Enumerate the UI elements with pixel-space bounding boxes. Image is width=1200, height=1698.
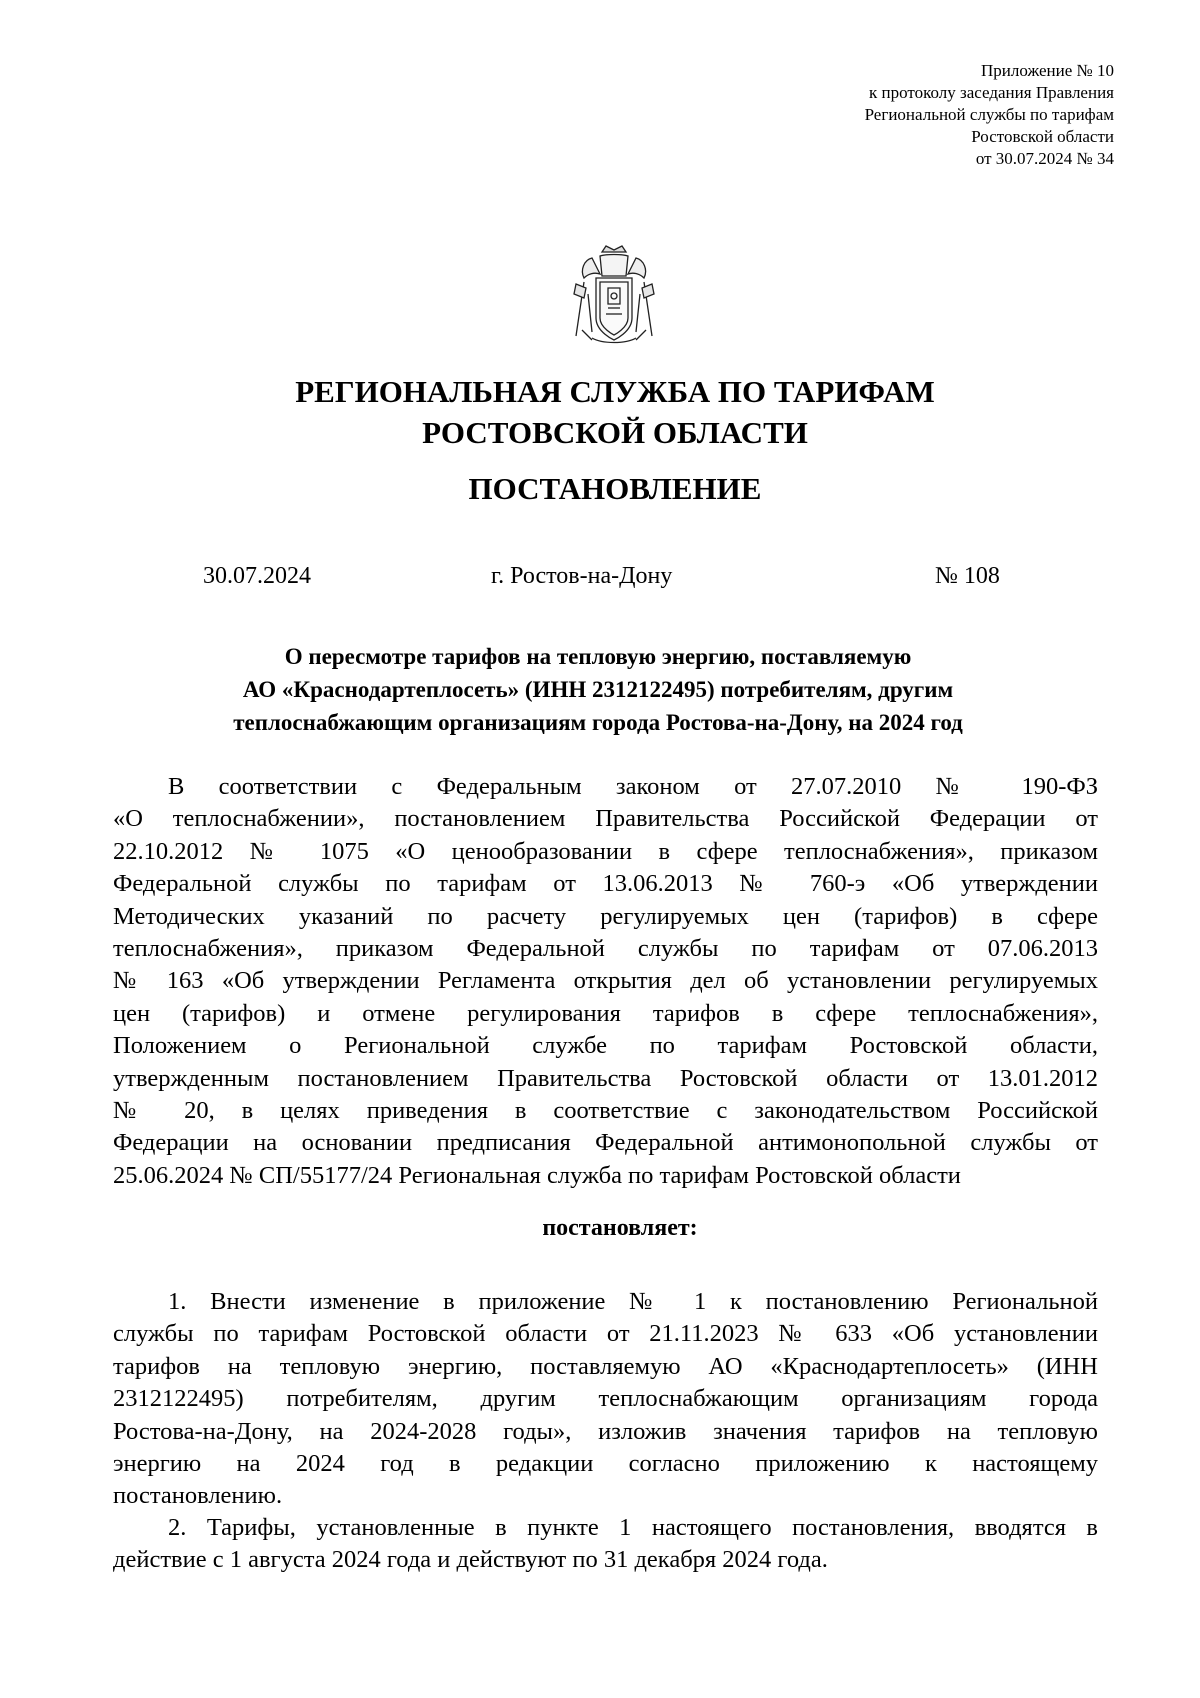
- paragraph-line: Федеральной службы по тарифам от 13.06.2013 № 760-э «Об утверждении: [113, 870, 1098, 898]
- paragraph-line: тарифов на тепловую энергию, поставляемую АО «Краснодартеплосеть» (ИНН: [113, 1352, 1098, 1380]
- paragraph-line: 1. Внести изменение в приложение № 1 к постановлению Региональной: [168, 1288, 1098, 1315]
- paragraph-line: цен (тарифов) и отмене регулирования тарифов в сфере теплоснабжения»,: [113, 999, 1098, 1027]
- org-name-line: РЕГИОНАЛЬНАЯ СЛУЖБА ПО ТАРИФАМ: [295, 374, 935, 409]
- paragraph-line: утвержденным постановлением Правительства Ростовской области от 13.01.2012: [113, 1064, 1098, 1092]
- document-subject: [118, 640, 1078, 739]
- document-city: г. Ростов-на-Дону: [491, 563, 673, 589]
- paragraph-line: действие с 1 августа 2024 года и действуют по 31 декабря 2024 года.: [113, 1546, 828, 1574]
- subject-line: теплоснабжающим организациям города Ростова-на-Дону, на 2024 год: [233, 710, 963, 735]
- paragraph-line: Положением о Региональной службе по тарифам Ростовской области,: [113, 1032, 1098, 1060]
- paragraph-line: 25.06.2024 № СП/55177/24 Региональная служба по тарифам Ростовской области: [113, 1161, 961, 1189]
- appendix-line: Региональной службы по тарифам: [864, 105, 1114, 124]
- coat-of-arms-icon: [562, 244, 666, 348]
- subject-line: АО «Краснодартеплосеть» (ИНН 2312122495) потребителям, другим: [242, 677, 954, 702]
- org-name-line: РОСТОВСКОЙ ОБЛАСТИ: [422, 415, 808, 450]
- appendix-line: к протоколу заседания Правления: [869, 83, 1114, 102]
- paragraph-line: теплоснабжения», приказом Федеральной службы по тарифам от 07.06.2013: [113, 935, 1098, 963]
- appendix-line: от 30.07.2024 № 34: [975, 149, 1114, 168]
- decree-word: постановляет:: [542, 1215, 698, 1241]
- paragraph-line: Федерации на основании предписания Федеральной антимонопольной службы от: [113, 1129, 1098, 1157]
- paragraph-line: Ростова-на-Дону, на 2024-2028 годы», изложив значения тарифов на тепловую: [113, 1417, 1098, 1445]
- clause-1: [113, 1286, 1098, 1513]
- paragraph-line: № 163 «Об утверждении Регламента открытия дел об установлении регулируемых: [113, 967, 1098, 995]
- appendix-line: Ростовской области: [971, 127, 1114, 146]
- appendix-line: Приложение № 10: [981, 61, 1114, 80]
- paragraph-line: № 20, в целях приведения в соответствие с законодательством Российской: [113, 1097, 1098, 1125]
- paragraph-line: 22.10.2012 № 1075 «О ценообразовании в сфере теплоснабжения», приказом: [113, 837, 1098, 865]
- document-type: ПОСТАНОВЛЕНИЕ: [468, 471, 762, 506]
- document-date: 30.07.2024: [203, 563, 311, 589]
- clause-2: [113, 1512, 1098, 1577]
- paragraph-line: 2. Тарифы, установленные в пункте 1 настоящего постановления, вводятся в: [168, 1514, 1098, 1541]
- paragraph-line: В соответствии с Федеральным законом от 27.07.2010 № 190-ФЗ: [168, 773, 1098, 800]
- document-number: № 108: [935, 563, 1000, 589]
- appendix-note: [865, 60, 1114, 170]
- paragraph-line: 2312122495) потребителям, другим теплоснабжающим организациям города: [113, 1385, 1098, 1413]
- subject-line: О пересмотре тарифов на тепловую энергию, поставляемую: [284, 644, 912, 669]
- paragraph-line: энергию на 2024 год в редакции согласно приложению к настоящему: [113, 1450, 1098, 1478]
- paragraph-line: «О теплоснабжении», постановлением Правительства Российской Федерации от: [113, 805, 1098, 833]
- paragraph-line: постановлению.: [113, 1482, 283, 1510]
- preamble-paragraph: [113, 771, 1098, 1192]
- paragraph-line: службы по тарифам Ростовской области от 21.11.2023 № 633 «Об установлении: [113, 1320, 1098, 1348]
- paragraph-line: Методических указаний по расчету регулируемых цен (тарифов) в сфере: [113, 902, 1098, 930]
